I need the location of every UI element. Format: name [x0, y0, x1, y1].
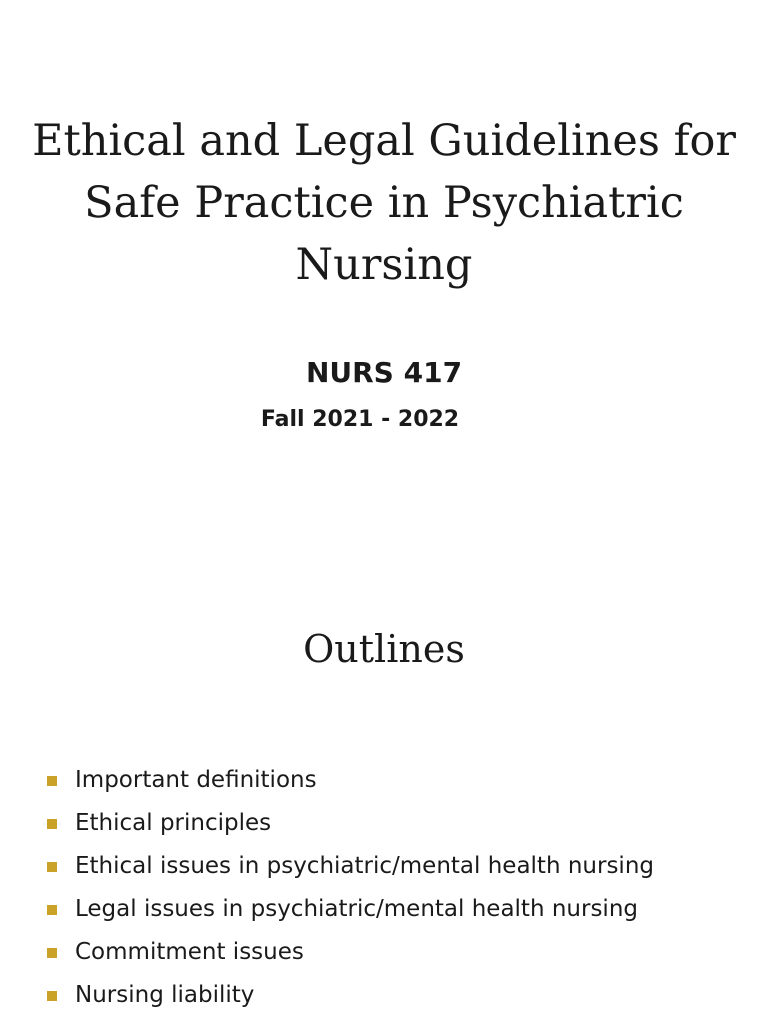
outline-item-text: Ethical principles [75, 809, 272, 836]
slide-title-line: Ethical and Legal Guidelines for [32, 116, 736, 166]
slide-title [20, 110, 748, 296]
course-term: Fall 2021 - 2022 [260, 407, 460, 432]
outline-item-text: Important definitions [75, 766, 317, 793]
outline-item-text: Commitment issues [75, 938, 304, 965]
square-bullet-icon [47, 819, 57, 829]
outline-item [47, 930, 654, 973]
square-bullet-icon [47, 991, 57, 1001]
square-bullet-icon [47, 776, 57, 786]
outline-item-text: Ethical issues in psychiatric/mental health nursing [75, 852, 654, 879]
outline-slide [0, 512, 768, 1024]
outline-item [47, 801, 654, 844]
square-bullet-icon [47, 905, 57, 915]
outline-item [47, 844, 654, 887]
outline-item [47, 887, 654, 930]
outline-heading: Outlines [303, 627, 465, 671]
slide-title-line: Safe Practice in Psychiatric [84, 178, 684, 228]
outline-item-text: Nursing liability [75, 981, 255, 1008]
outline-list [47, 758, 654, 1016]
square-bullet-icon [47, 948, 57, 958]
course-code: NURS 417 [305, 356, 463, 389]
slide-title-line: Nursing [295, 240, 473, 290]
outline-item-text: Legal issues in psychiatric/mental health nursing [75, 895, 638, 922]
outline-item [47, 973, 654, 1016]
square-bullet-icon [47, 862, 57, 872]
outline-item [47, 758, 654, 801]
